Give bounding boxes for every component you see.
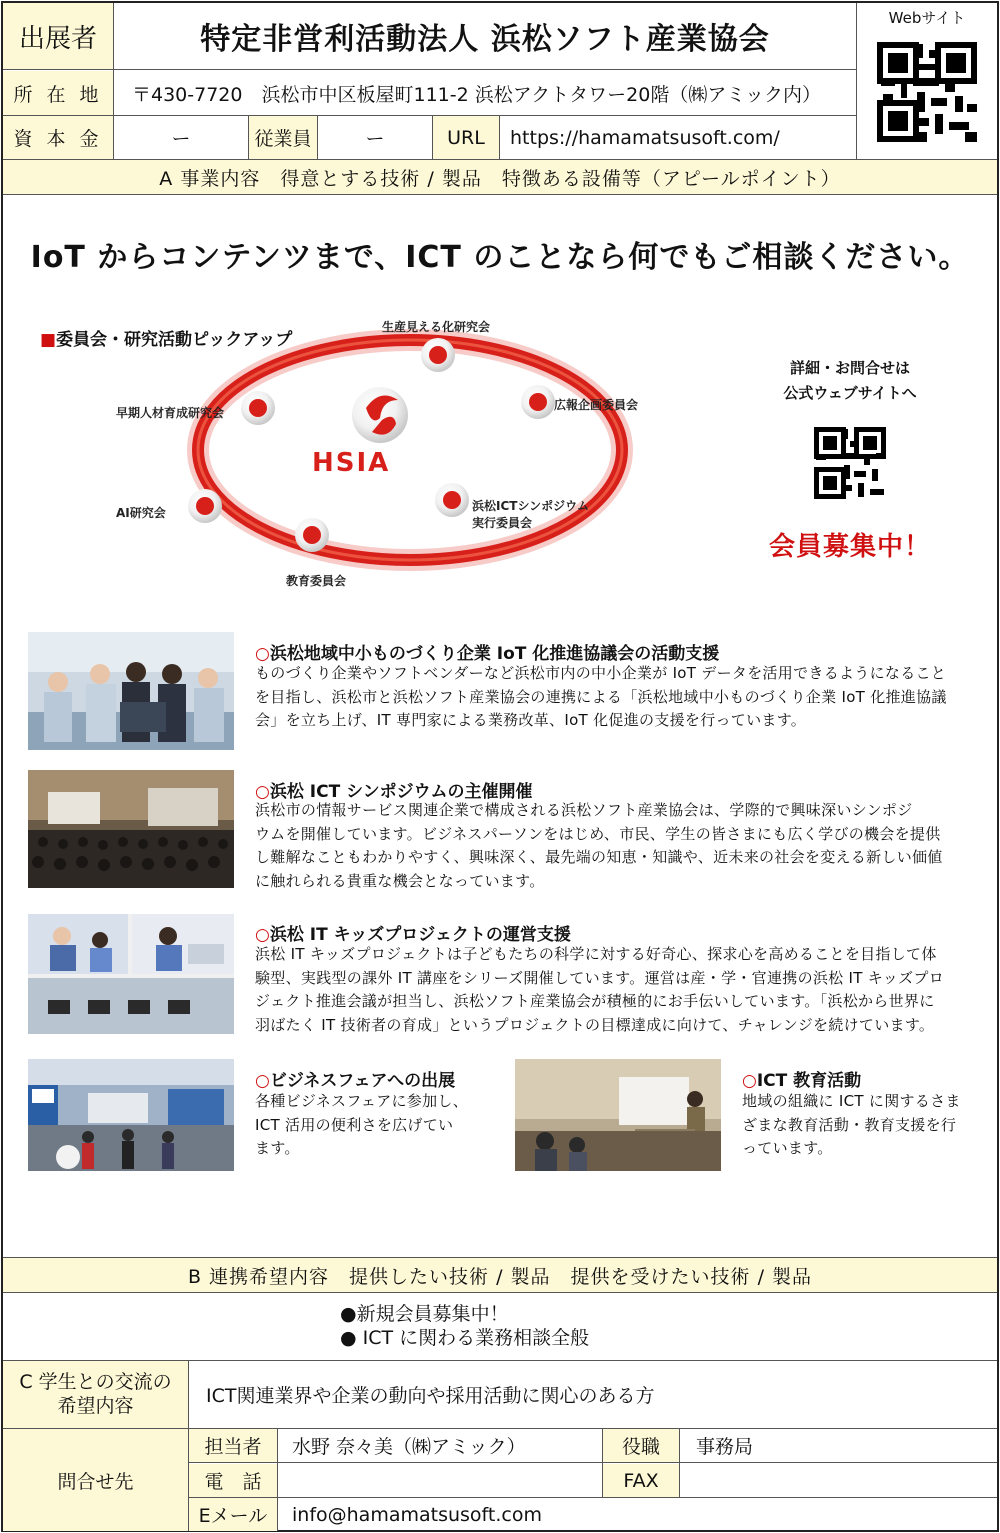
side-info-line2: 公式ウェブサイトへ <box>783 383 917 402</box>
item2-line: し難解なこともわかりやすく、興味深く、最先端の知恵・知識や、近未来の社会を変える新しい価値 <box>255 848 943 866</box>
item3-line: 浜松 IT キッズプロジェクトは子どもたちの科学に対する好奇心、探求心を高めることを目指して体 <box>255 945 937 963</box>
node-label-production: 生産見える化研究会 <box>382 320 491 334</box>
node-label-ai: AI研究会 <box>116 506 166 520</box>
node-label-symposium-committee: 実行委員会 <box>472 516 533 530</box>
employees-label: 従業員 <box>249 116 317 159</box>
item1-line: ものづくり企業やソフトベンダーなど浜松市内の中小企業が IoT データを活用できるようになること <box>255 664 947 682</box>
fair-body <box>255 1090 495 1161</box>
person-label: 担当者 <box>189 1429 277 1462</box>
url-link[interactable]: https://hamamatsusoft.com/ <box>510 126 780 149</box>
position-value: 事務局 <box>696 1436 754 1458</box>
fair-line: 各種ビジネスフェアに参加し、 <box>255 1092 469 1110</box>
section-b-item: ● ICT に関わる業務相談全般 <box>340 1327 590 1349</box>
node-label-pr: 広報企画委員会 <box>554 398 639 412</box>
edu-title-text: ICT 教育活動 <box>756 1071 862 1091</box>
item3-line: 験型、実践型の課外 IT 講座をシリーズ開催しています。運営は産・学・官連携の浜松 IT キッズプロ <box>255 968 944 987</box>
item2-line: に触れられる貴重な機会となっています。 <box>255 871 545 890</box>
section-b-item: ●新規会員募集中！ <box>340 1303 509 1325</box>
committee-ring-diagram <box>160 300 680 600</box>
diagram-heading: ■委員会・研究活動ピックアップ <box>40 330 293 350</box>
node-production <box>421 338 455 372</box>
edu-title: ○ICT 教育活動 <box>742 1071 862 1091</box>
section-c-label-line2: 希望内容 <box>57 1395 134 1417</box>
node-education <box>295 518 329 552</box>
item2-line: 浜松市の情報サービス関連企業で構成される浜松ソフト産業協会は、学際的で興味深いシンポジ <box>255 801 913 819</box>
photo-symposium-hall <box>28 770 234 888</box>
phone-label: 電 話 <box>189 1464 277 1497</box>
section-a-headline: IoT からコンテンツまで、ICT のことなら何でもご相談ください。 <box>30 240 970 275</box>
member-recruit-text: 会員募集中！ <box>768 531 931 562</box>
email-link[interactable]: info@hamamatsusoft.com <box>292 1503 542 1526</box>
website-qr-code[interactable] <box>877 42 977 142</box>
section-b-title: B 連携希望内容 提供したい技術 / 製品 提供を受けたい技術 / 製品 <box>3 1258 997 1292</box>
organization-name: 特定非営利活動法人 浜松ソフト産業協会 <box>200 22 770 57</box>
item1-title-text: 浜松地域中小ものづくり企業 IoT 化推進協議会の活動支援 <box>269 644 720 664</box>
node-label-early: 早期人材育成研究会 <box>116 406 225 420</box>
edu-body <box>742 1090 982 1161</box>
item2-body <box>255 799 977 893</box>
node-pr <box>521 385 555 419</box>
node-symposium <box>435 483 469 517</box>
node-label-symposium: 浜松ICTシンポジウム <box>472 499 590 513</box>
edu-line: 地域の組織に ICT に関するさま <box>742 1092 961 1110</box>
item3-line: 羽ばたく IT 技術者の育成」というプロジェクトの目標達成に向けて、チャレンジを続けています。 <box>255 1015 935 1034</box>
exhibitor-label: 出展者 <box>3 3 113 69</box>
url-label: URL <box>433 116 499 159</box>
item2-title: ○浜松 ICT シンポジウムの主催開催 <box>255 782 533 802</box>
fair-line: ます。 <box>255 1139 300 1157</box>
position-label: 役職 <box>603 1429 679 1462</box>
website-label: Webサイト <box>888 8 966 27</box>
item1-body <box>255 662 977 733</box>
fair-line: ICT 活用の便利さを広げてい <box>255 1115 454 1134</box>
hsia-logo-text: HSIA <box>312 448 391 478</box>
edu-line: ざまな教育活動・教育支援を行 <box>742 1115 957 1134</box>
side-qr-code[interactable] <box>814 427 886 499</box>
item3-title-text: 浜松 IT キッズプロジェクトの運営支援 <box>269 925 571 945</box>
item2-line: ウムを開催しています。ビジネスパーソンをはじめ、市民、学生の皆さまにも広く学びの機会を提供 <box>255 824 941 843</box>
node-ai <box>188 489 222 523</box>
item1-line: を目指し、浜松市と浜松ソフト産業協会の連携による「浜松地域中小ものづくり企業 IoT 化推進協議 <box>255 687 947 706</box>
section-a-title: A 事業内容 得意とする技術 / 製品 特徴ある設備等（アピールポイント） <box>3 160 997 194</box>
item3-title: ○浜松 IT キッズプロジェクトの運営支援 <box>255 925 571 945</box>
hsia-logo <box>352 387 408 443</box>
item1-line: 会」を立ち上げ、IT 専門家による業務改革、IoT 化促進の支援を行っています。 <box>255 711 807 729</box>
capital-label: 資 本 金 <box>3 116 113 159</box>
section-c-label-line1: C 学生との交流の <box>19 1371 172 1393</box>
diagram-heading-text: 委員会・研究活動ピックアップ <box>56 330 293 350</box>
email-label: Eメール <box>189 1498 277 1531</box>
photo-business-fair <box>28 1059 234 1171</box>
edu-line: っています。 <box>742 1139 833 1157</box>
contact-label: 問合せ先 <box>3 1429 188 1531</box>
fair-title-text: ビジネスフェアへの出展 <box>269 1071 456 1091</box>
fax-label: FAX <box>603 1464 679 1497</box>
fax-value <box>696 1464 986 1497</box>
side-info-line1: 詳細・お問合せは <box>789 358 910 377</box>
node-label-education: 教育委員会 <box>286 574 347 588</box>
section-c-label <box>3 1361 188 1428</box>
photo-business-meeting <box>28 632 234 750</box>
section-b-list <box>340 1302 589 1350</box>
photo-it-kids <box>28 914 234 1034</box>
phone-value <box>292 1464 602 1497</box>
photo-ict-education <box>515 1059 721 1171</box>
item2-title-text: 浜松 ICT シンポジウムの主催開催 <box>269 782 533 802</box>
section-c-content: ICT関連業界や企業の動向や採用活動に関心のある方 <box>206 1385 655 1407</box>
item3-body <box>255 943 977 1037</box>
employees-value: ー <box>365 128 385 150</box>
address-value: 〒430-7720 浜松市中区板屋町111-2 浜松アクトタワー20階（㈱アミック内） <box>132 83 821 106</box>
capital-value: ー <box>171 128 191 150</box>
item3-line: ジェクト推進会議が担当し、浜松ソフト産業協会が積極的にお手伝いしています。「浜松から世界に <box>255 992 935 1010</box>
person-value: 水野 奈々美（㈱アミック） <box>292 1436 526 1458</box>
item1-title: ○浜松地域中小ものづくり企業 IoT 化推進協議会の活動支援 <box>255 644 720 664</box>
fair-title: ○ビジネスフェアへの出展 <box>255 1071 456 1091</box>
address-label: 所 在 地 <box>3 71 113 115</box>
node-early <box>241 391 275 425</box>
